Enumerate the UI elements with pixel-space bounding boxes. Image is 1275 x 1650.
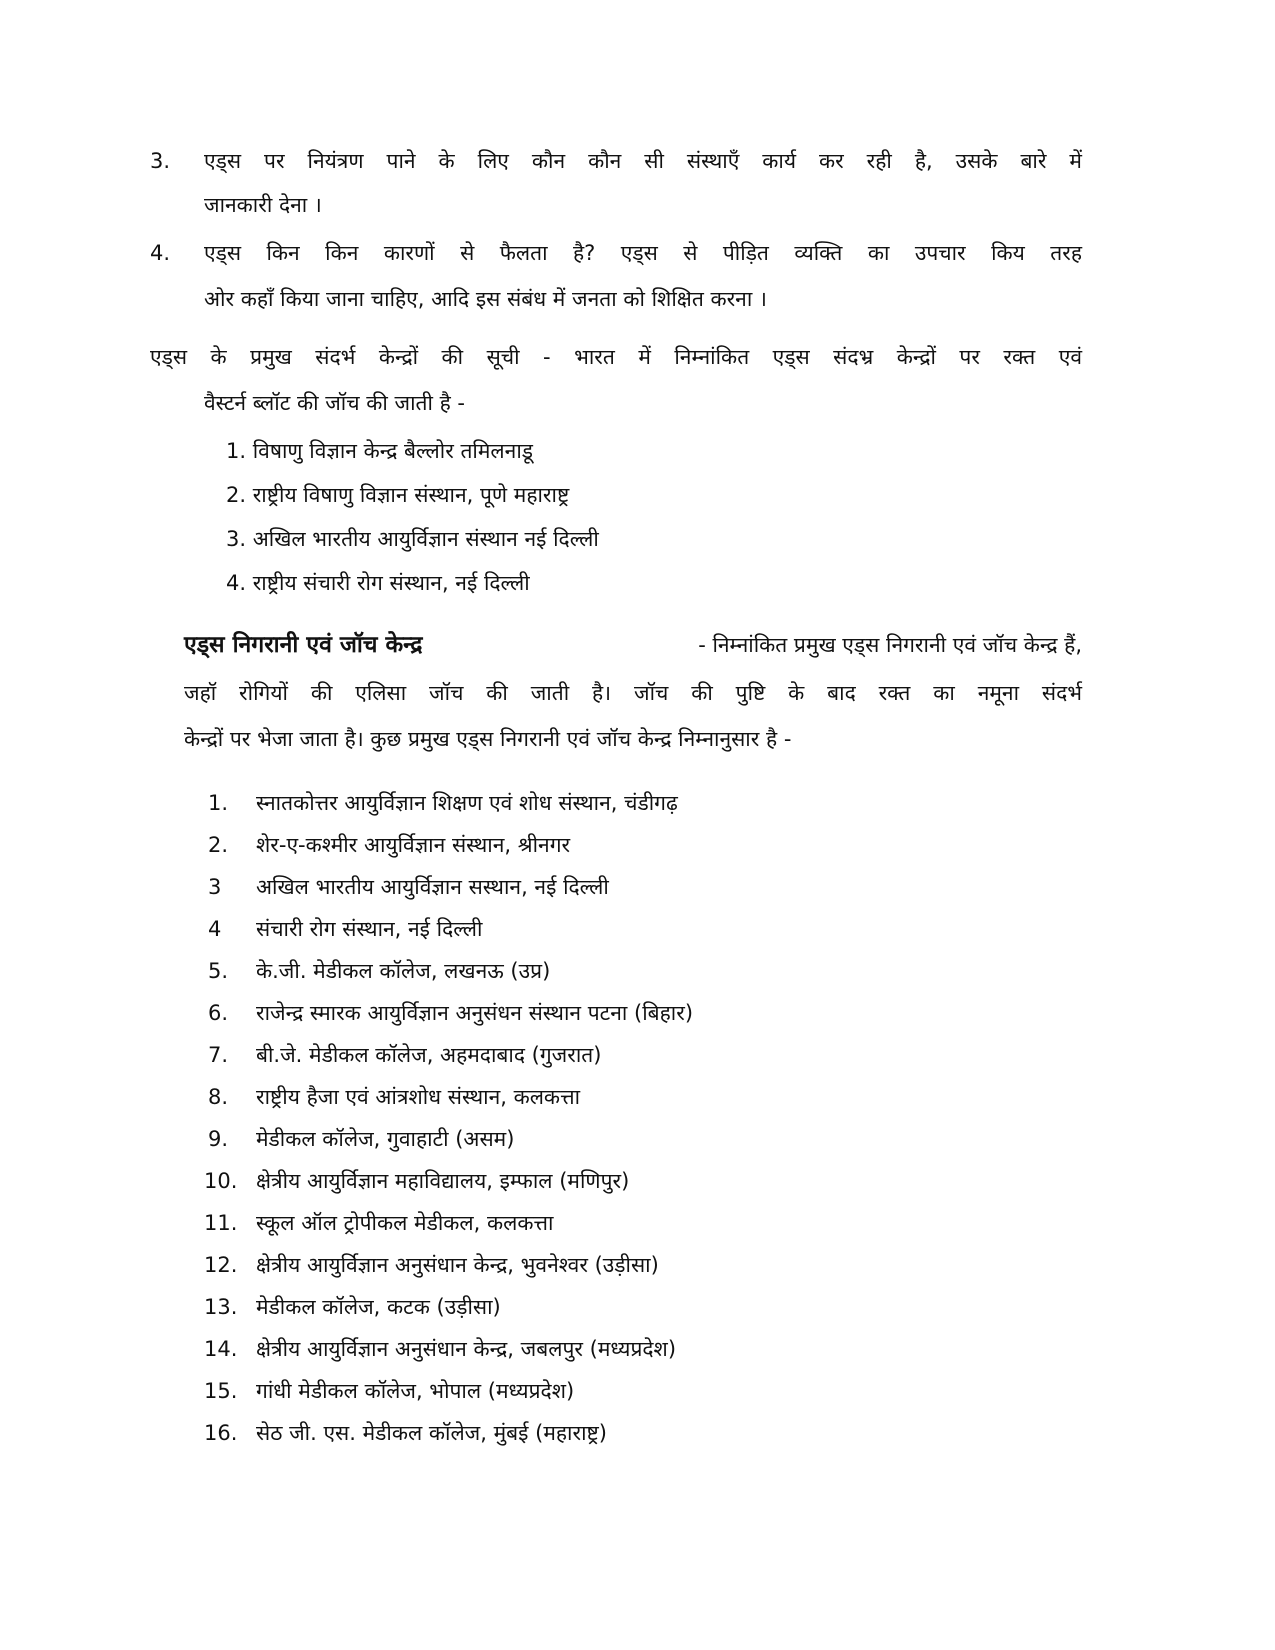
reference-intro-continued: वैस्टर्न ब्लॉट की जॉच की जाती है - [204, 391, 466, 415]
surveillance-item: के.जी. मेडीकल कॉलेज, लखनऊ (उप्र) [256, 959, 551, 983]
surveillance-item-number: 11. [204, 1211, 238, 1235]
surveillance-item: गांधी मेडीकल कॉलेज, भोपाल (मध्यप्रदेश) [256, 1379, 575, 1403]
reference-item: 1. विषाणु विज्ञान केन्द्र बैल्लोर तमिलनाडू [226, 439, 533, 463]
surveillance-item: बी.जे. मेडीकल कॉलेज, अहमदाबाद (गुजरात) [256, 1043, 602, 1067]
surveillance-item: स्कूल ऑल ट्रोपीकल मेडीकल, कलकत्ता [256, 1211, 554, 1235]
surveillance-item-number: 16. [204, 1421, 238, 1445]
list-item-number: 3. [150, 149, 171, 173]
list-item-text: एड्स किन किन कारणों से फैलता है? एड्स से पीड़ित व्यक्ति का उपचार किय तरह [204, 241, 1082, 265]
surveillance-item-number: 14. [204, 1337, 238, 1361]
reference-item: 4. राष्ट्रीय संचारी रोग संस्थान, नई दिल्ली [226, 571, 530, 595]
surveillance-item: क्षेत्रीय आयुर्विज्ञान महाविद्यालय, इम्फाल (मणिपुर) [256, 1169, 630, 1193]
surveillance-item: अखिल भारतीय आयुर्विज्ञान सस्थान, नई दिल्ली [256, 875, 609, 899]
surveillance-item: राष्ट्रीय हैजा एवं आंत्रशोध संस्थान, कलकत्ता [256, 1085, 581, 1109]
surveillance-item-number: 9. [208, 1127, 229, 1151]
surveillance-item-number: 1. [208, 791, 229, 815]
surveillance-item-number: 8. [208, 1085, 229, 1109]
reference-intro: एड्स के प्रमुख संदर्भ केन्द्रों की सूची - भारत में निम्नांकित एड्स संदभ्र केन्द्रों पर रक्त एवं [150, 345, 1082, 369]
surveillance-item-number: 6. [208, 1001, 229, 1025]
surveillance-item: मेडीकल कॉलेज, गुवाहाटी (असम) [256, 1127, 515, 1151]
surveillance-item: क्षेत्रीय आयुर्विज्ञान अनुसंधान केन्द्र, जबलपुर (मध्यप्रदेश) [256, 1337, 677, 1361]
surveillance-item: क्षेत्रीय आयुर्विज्ञान अनुसंधान केन्द्र, भुवनेश्वर (उड़ीसा) [256, 1253, 659, 1277]
surveillance-heading: एड्स निगरानी एवं जॉच केन्द्र [184, 632, 423, 658]
surveillance-item-number: 10. [204, 1169, 238, 1193]
surveillance-item-number: 5. [208, 959, 229, 983]
surveillance-item-number: 13. [204, 1295, 238, 1319]
surveillance-item: सेठ जी. एस. मेडीकल कॉलेज, मुंबई (महाराष्ट्र) [256, 1421, 607, 1445]
list-item-text: एड्स पर नियंत्रण पाने के लिए कौन कौन सी संस्थाएँ कार्य कर रही है, उसके बारे में [204, 149, 1082, 173]
reference-item: 3. अखिल भारतीय आयुर्विज्ञान संस्थान नई दिल्ली [226, 527, 599, 551]
surveillance-item-number: 3 [208, 875, 222, 899]
surveillance-item-number: 12. [204, 1253, 238, 1277]
surveillance-item: मेडीकल कॉलेज, कटक (उड़ीसा) [256, 1295, 501, 1319]
list-item-number: 4. [150, 241, 171, 265]
surveillance-item: स्नातकोत्तर आयुर्विज्ञान शिक्षण एवं शोध संस्थान, चंडीगढ़ [256, 791, 678, 815]
surveillance-paragraph-line: केन्द्रों पर भेजा जाता है। कुछ प्रमुख एड्स निगरानी एवं जॉच केन्द्र निम्नानुसार है - [184, 727, 792, 751]
surveillance-item-number: 15. [204, 1379, 238, 1403]
list-item-text: ओर कहाँ किया जाना चाहिए, आदि इस संबंध में जनता को शिक्षित करना । [204, 287, 767, 311]
surveillance-item-number: 7. [208, 1043, 229, 1067]
surveillance-item-number: 4 [208, 917, 222, 941]
surveillance-intro: - निम्नांकित प्रमुख एड्स निगरानी एवं जॉच केन्द्र हैं, [698, 633, 1082, 657]
surveillance-item: संचारी रोग संस्थान, नई दिल्ली [256, 917, 483, 941]
surveillance-item-number: 2. [208, 833, 229, 857]
list-item-text: जानकारी देना । [204, 193, 322, 217]
surveillance-paragraph-line: जहॉ रोगियों की एलिसा जॉच की जाती है। जॉच की पुष्टि के बाद रक्त का नमूना संदर्भ [184, 681, 1082, 705]
surveillance-item: राजेन्द्र स्मारक आयुर्विज्ञान अनुसंधन संस्थान पटना (बिहार) [256, 1001, 694, 1025]
reference-item: 2. राष्ट्रीय विषाणु विज्ञान संस्थान, पूणे महाराष्ट्र [226, 483, 570, 507]
surveillance-item: शेर-ए-कश्मीर आयुर्विज्ञान संस्थान, श्रीनगर [256, 833, 571, 857]
surveillance-first-line [184, 630, 1082, 660]
